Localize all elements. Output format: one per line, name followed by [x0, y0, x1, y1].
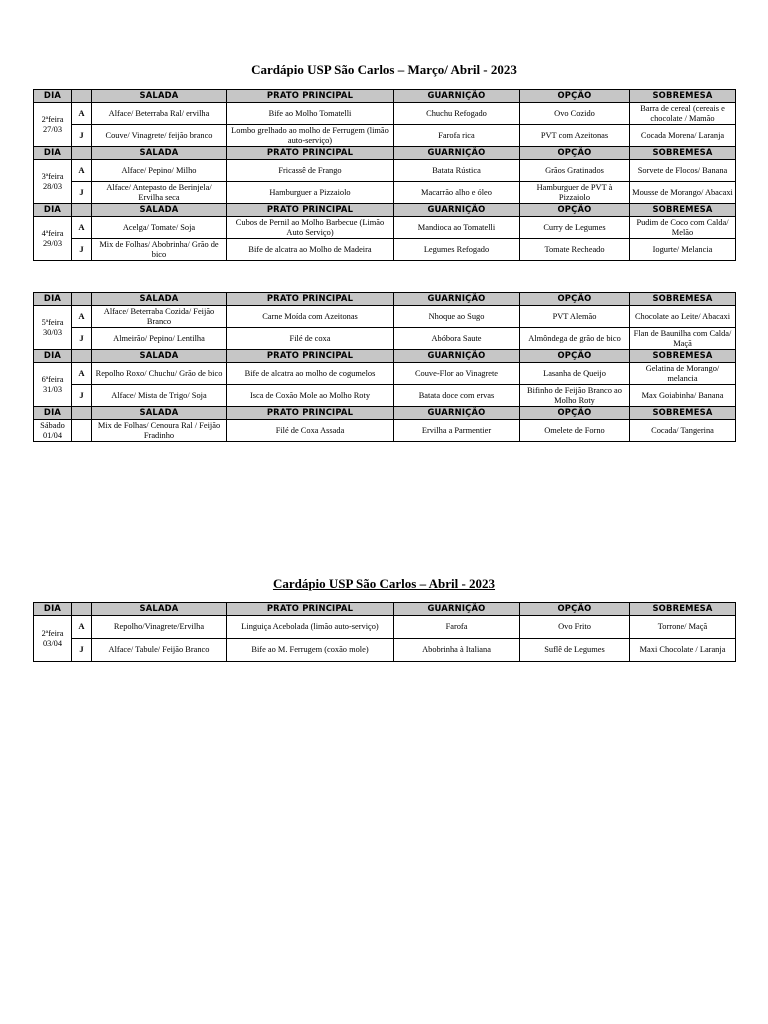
header-row: [34, 204, 736, 217]
meal-row: [34, 385, 736, 407]
cell-prato: Bife de alcatra ao Molho de Madeira: [227, 239, 394, 261]
header-prato: PRATO PRINCIPAL: [227, 90, 394, 103]
cell-guarnicao: Abóbora Saute: [394, 328, 520, 350]
cell-prato: Bife ao M. Ferrugem (coxão mole): [227, 639, 394, 662]
cell-opcao: Bifinho de Feijão Branco ao Molho Roty: [520, 385, 630, 407]
cell-sobremesa: Cocada Morena/ Laranja: [630, 125, 736, 147]
cell-prato: Lombo grelhado ao molho de Ferrugem (limão auto-serviço): [227, 125, 394, 147]
cell-salada: Couve/ Vinagrete/ feijão branco: [92, 125, 227, 147]
day-cell: 3ªfeira 28/03: [34, 160, 72, 204]
cell-salada: Alface/ Pepino/ Milho: [92, 160, 227, 182]
meal-code: A: [72, 363, 92, 385]
header-row: [34, 350, 736, 363]
header-guarnicao: GUARNIÇÃO: [394, 204, 520, 217]
meal-code: A: [72, 306, 92, 328]
header-dia: DIA: [34, 90, 72, 103]
meal-row: [34, 328, 736, 350]
cell-sobremesa: Max Goiabinha/ Banana: [630, 385, 736, 407]
cell-salada: Alface/ Antepasto de Berinjela/ Ervilha seca: [92, 182, 227, 204]
cell-guarnicao: Couve-Flor ao Vinagrete: [394, 363, 520, 385]
cell-salada: Mix de Folhas/ Cenoura Ral / Feijão Fradinho: [92, 420, 227, 442]
cell-salada: Alface/ Tabule/ Feijão Branco: [92, 639, 227, 662]
header-row: [34, 293, 736, 306]
cell-prato: Filé de coxa: [227, 328, 394, 350]
cell-guarnicao: Batata Rústica: [394, 160, 520, 182]
menu-table-week1-part2: [33, 292, 736, 442]
header-guarnicao: GUARNIÇÃO: [394, 603, 520, 616]
meal-row: [34, 103, 736, 125]
cell-prato: Linguiça Acebolada (limão auto-serviço): [227, 616, 394, 639]
header-sobremesa: SOBREMESA: [630, 350, 736, 363]
cell-prato: Fricassê de Frango: [227, 160, 394, 182]
cell-opcao: Lasanha de Queijo: [520, 363, 630, 385]
header-prato: PRATO PRINCIPAL: [227, 407, 394, 420]
day-cell: 2ªfeira 27/03: [34, 103, 72, 147]
header-salada: SALADA: [92, 147, 227, 160]
header-dia: DIA: [34, 147, 72, 160]
header-row: [34, 90, 736, 103]
header-code-blank: [72, 90, 92, 103]
header-code-blank: [72, 147, 92, 160]
meal-code: A: [72, 103, 92, 125]
header-guarnicao: GUARNIÇÃO: [394, 147, 520, 160]
meal-row: [34, 160, 736, 182]
day-cell: 5ªfeira 30/03: [34, 306, 72, 350]
cell-salada: Repolho/Vinagrete/Ervilha: [92, 616, 227, 639]
header-row: [34, 407, 736, 420]
cell-sobremesa: Flan de Baunilha com Calda/ Maçã: [630, 328, 736, 350]
menu-title-april: Cardápio USP São Carlos – Abril - 2023: [272, 576, 496, 591]
cell-sobremesa: Barra de cereal (cereais e chocolate / Mamão: [630, 103, 736, 125]
header-salada: SALADA: [92, 293, 227, 306]
cell-guarnicao: Macarrão alho e óleo: [394, 182, 520, 204]
header-guarnicao: GUARNIÇÃO: [394, 407, 520, 420]
cell-guarnicao: Farofa: [394, 616, 520, 639]
cell-opcao: Tomate Recheado: [520, 239, 630, 261]
meal-row: [34, 125, 736, 147]
header-opcao: OPÇÃO: [520, 90, 630, 103]
header-sobremesa: SOBREMESA: [630, 293, 736, 306]
header-dia: DIA: [34, 603, 72, 616]
menu-table-week2: [33, 602, 736, 662]
cell-salada: Acelga/ Tomate/ Soja: [92, 217, 227, 239]
cell-salada: Mix de Folhas/ Abobrinha/ Grão de bico: [92, 239, 227, 261]
menu-table-week1-part1: [33, 89, 736, 261]
cell-sobremesa: Torrone/ Maçã: [630, 616, 736, 639]
meal-row: [34, 363, 736, 385]
day-cell: Sábado 01/04: [34, 420, 72, 442]
header-opcao: OPÇÃO: [520, 350, 630, 363]
header-salada: SALADA: [92, 90, 227, 103]
cell-opcao: Grãos Gratinados: [520, 160, 630, 182]
header-opcao: OPÇÃO: [520, 603, 630, 616]
cell-prato: Carne Moída com Azeitonas: [227, 306, 394, 328]
meal-row: [34, 239, 736, 261]
cell-opcao: Curry de Legumes: [520, 217, 630, 239]
header-code-blank: [72, 293, 92, 306]
cell-opcao: PVT Alemão: [520, 306, 630, 328]
day-cell: 2ªfeira 03/04: [34, 616, 72, 662]
cell-opcao: Hamburguer de PVT à Pizzaiolo: [520, 182, 630, 204]
header-prato: PRATO PRINCIPAL: [227, 603, 394, 616]
header-guarnicao: GUARNIÇÃO: [394, 293, 520, 306]
header-dia: DIA: [34, 407, 72, 420]
header-opcao: OPÇÃO: [520, 147, 630, 160]
cell-salada: Alface/ Beterraba Cozida/ Feijão Branco: [92, 306, 227, 328]
meal-code: [72, 420, 92, 442]
meal-code: J: [72, 125, 92, 147]
cell-opcao: Almôndega de grão de bico: [520, 328, 630, 350]
header-opcao: OPÇÃO: [520, 204, 630, 217]
menu-title-march-april: Cardápio USP São Carlos – Março/ Abril - 2023: [251, 62, 517, 77]
meal-code: J: [72, 385, 92, 407]
header-code-blank: [72, 350, 92, 363]
meal-code: J: [72, 182, 92, 204]
cell-sobremesa: Sorvete de Flocos/ Banana: [630, 160, 736, 182]
meal-row: [34, 420, 736, 442]
meal-row: [34, 182, 736, 204]
cell-sobremesa: Chocolate ao Leite/ Abacaxi: [630, 306, 736, 328]
cell-opcao: PVT com Azeitonas: [520, 125, 630, 147]
meal-code: J: [72, 639, 92, 662]
meal-code: A: [72, 160, 92, 182]
header-code-blank: [72, 204, 92, 217]
meal-row: [34, 639, 736, 662]
meal-row: [34, 217, 736, 239]
cell-salada: Alface/ Beterraba Ral/ ervilha: [92, 103, 227, 125]
meal-row: [34, 616, 736, 639]
header-code-blank: [72, 407, 92, 420]
cell-guarnicao: Batata doce com ervas: [394, 385, 520, 407]
header-salada: SALADA: [92, 204, 227, 217]
cell-salada: Alface/ Mista de Trigo/ Soja: [92, 385, 227, 407]
cell-opcao: Omelete de Forno: [520, 420, 630, 442]
cell-prato: Cubos de Pernil ao Molho Barbecue (Limão Auto Serviço): [227, 217, 394, 239]
cell-prato: Bife ao Molho Tomatelli: [227, 103, 394, 125]
cell-guarnicao: Legumes Refogado: [394, 239, 520, 261]
cell-sobremesa: Pudim de Coco com Calda/ Melão: [630, 217, 736, 239]
cell-prato: Bife de alcatra ao molho de cogumelos: [227, 363, 394, 385]
header-salada: SALADA: [92, 350, 227, 363]
cell-sobremesa: Maxi Chocolate / Laranja: [630, 639, 736, 662]
cell-opcao: Ovo Frito: [520, 616, 630, 639]
header-sobremesa: SOBREMESA: [630, 147, 736, 160]
cell-opcao: Ovo Cozido: [520, 103, 630, 125]
header-dia: DIA: [34, 293, 72, 306]
header-prato: PRATO PRINCIPAL: [227, 147, 394, 160]
meal-code: A: [72, 616, 92, 639]
header-opcao: OPÇÃO: [520, 293, 630, 306]
meal-code: J: [72, 239, 92, 261]
meal-row: [34, 306, 736, 328]
cell-sobremesa: Mousse de Morango/ Abacaxi: [630, 182, 736, 204]
cell-guarnicao: Mandioca ao Tomatelli: [394, 217, 520, 239]
cell-guarnicao: Chuchu Refogado: [394, 103, 520, 125]
day-cell: 6ªfeira 31/03: [34, 363, 72, 407]
meal-code: A: [72, 217, 92, 239]
cell-guarnicao: Abobrinha à Italiana: [394, 639, 520, 662]
header-row: [34, 603, 736, 616]
cell-guarnicao: Nhoque ao Sugo: [394, 306, 520, 328]
header-prato: PRATO PRINCIPAL: [227, 293, 394, 306]
day-cell: 4ªfeira 29/03: [34, 217, 72, 261]
header-sobremesa: SOBREMESA: [630, 603, 736, 616]
cell-opcao: Suflê de Legumes: [520, 639, 630, 662]
cell-prato: Filé de Coxa Assada: [227, 420, 394, 442]
cell-sobremesa: Iogurte/ Melancia: [630, 239, 736, 261]
header-sobremesa: SOBREMESA: [630, 204, 736, 217]
header-guarnicao: GUARNIÇÃO: [394, 350, 520, 363]
meal-code: J: [72, 328, 92, 350]
cell-prato: Isca de Coxão Mole ao Molho Roty: [227, 385, 394, 407]
header-sobremesa: SOBREMESA: [630, 90, 736, 103]
cell-salada: Repolho Roxo/ Chuchu/ Grão de bico: [92, 363, 227, 385]
header-prato: PRATO PRINCIPAL: [227, 204, 394, 217]
header-code-blank: [72, 603, 92, 616]
header-opcao: OPÇÃO: [520, 407, 630, 420]
cell-prato: Hamburguer a Pizzaiolo: [227, 182, 394, 204]
header-salada: SALADA: [92, 407, 227, 420]
cell-guarnicao: Ervilha a Parmentier: [394, 420, 520, 442]
cell-sobremesa: Cocada/ Tangerina: [630, 420, 736, 442]
cell-guarnicao: Farofa rica: [394, 125, 520, 147]
header-dia: DIA: [34, 204, 72, 217]
header-prato: PRATO PRINCIPAL: [227, 350, 394, 363]
cell-sobremesa: Gelatina de Morango/ melancia: [630, 363, 736, 385]
header-sobremesa: SOBREMESA: [630, 407, 736, 420]
header-guarnicao: GUARNIÇÃO: [394, 90, 520, 103]
header-row: [34, 147, 736, 160]
cell-salada: Almeirão/ Pepino/ Lentilha: [92, 328, 227, 350]
header-dia: DIA: [34, 350, 72, 363]
header-salada: SALADA: [92, 603, 227, 616]
